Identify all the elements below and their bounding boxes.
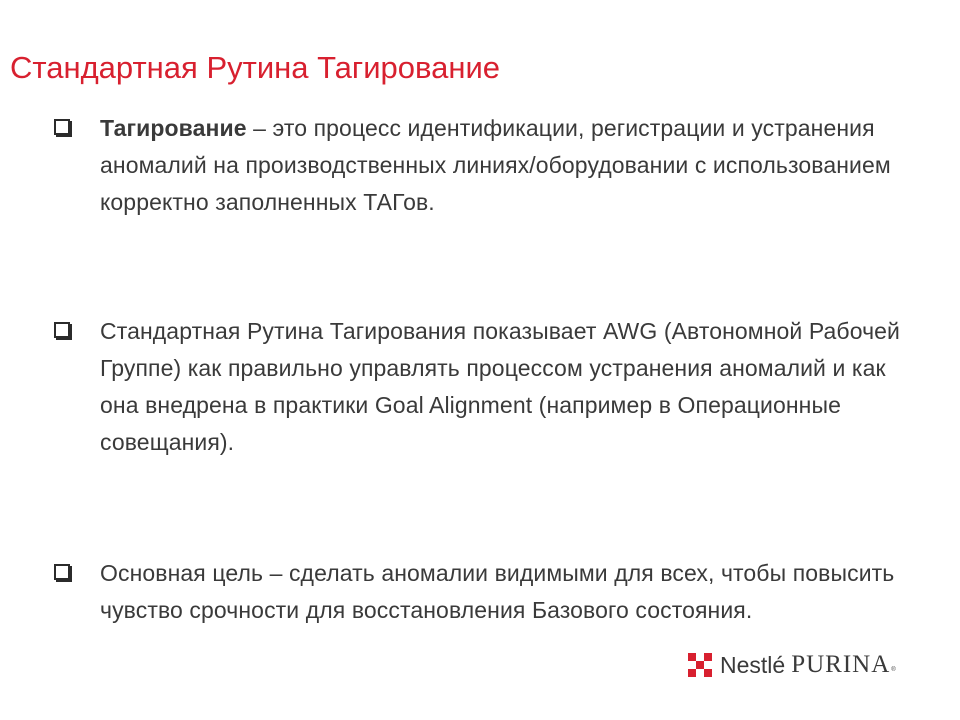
- checker-square: [688, 669, 696, 677]
- slide-title: Стандартная Рутина Тагирование: [10, 50, 501, 85]
- checkbox-square-icon: [54, 322, 70, 338]
- bullet-text: [100, 110, 900, 221]
- checker-square: [704, 669, 712, 677]
- nestle-purina-logo: [688, 650, 896, 680]
- checkbox-square-icon: [54, 119, 70, 135]
- checker-square: [696, 661, 704, 669]
- checker-square: [704, 653, 712, 661]
- logo-trademark: ®: [891, 667, 896, 673]
- bullet-body: Стандартная Рутина Тагирования показывает AWG (Автономной Рабочей Группе) как правильно управлять процессом устранения аномалий и как она внедрена в практики Goal Alignment (например в Операционные совещания).: [100, 318, 900, 455]
- bullet-body: – это процесс идентификации, регистрации и устранения аномалий на производственных линиях/оборудовании с использованием корректно заполненных ТАГов.: [100, 115, 891, 215]
- checker-square: [688, 653, 696, 661]
- bullet-text: [100, 313, 900, 461]
- checkbox-square-icon: [54, 564, 70, 580]
- purina-checkerboard-icon: [688, 653, 712, 677]
- logo-brand-primary: Nestlé: [720, 652, 786, 678]
- bullet-body: Основная цель – сделать аномалии видимыми для всех, чтобы повысить чувство срочности для восстановления Базового состояния.: [100, 560, 895, 623]
- bullet-term: Тагирование: [100, 115, 247, 141]
- logo-brand-secondary: PURINA: [791, 651, 891, 678]
- bullet-text: [100, 555, 900, 629]
